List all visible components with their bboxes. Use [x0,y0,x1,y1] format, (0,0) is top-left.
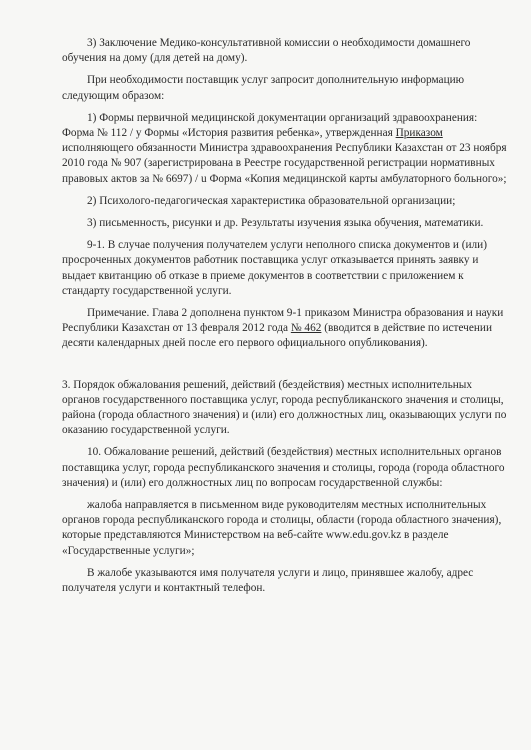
section-heading-appeal: 3. Порядок обжалования решений, действий (бездействия) местных исполнительных органов государственного поставщика услуг, города республиканского значения и столицы, района (города областного значения) и (или) его должностных лиц, оказывающих услуги по оказанию государственной услуги. [62,378,507,437]
paragraph-note [62,306,507,352]
paragraph-complaint: жалоба направляется в письменном виде руководителям местных исполнительных органов города республиканского города и столицы, области (города областного значения), которые представляются Министерством на веб-сайте www.edu.gov.kz в разделе «Государственные услуги»; [62,499,502,557]
order-link[interactable]: Приказом [395,127,443,140]
paragraph-medical-forms [62,111,507,187]
paragraph-10: 10. Обжалование решений, действий (бездействия) местных исполнительных органов поставщика услуг, города республиканского значения и столицы, города (города областного значения) и (или) его должностных лиц по вопросам государственной службы: [62,446,505,489]
paragraph-text: (вводится в действие по истечении десяти календарных дней после его первого официального опубликования). [62,322,493,350]
document-body [62,36,507,603]
paragraph-text: 1) Формы первичной медицинской документации организаций здравоохранения: Форма № 112 / у Формы «История развития ребенка», утвержденная [62,111,478,140]
paragraph-writing: 3) письменность, рисунки и др. Результаты изучения языка обучения, математики. [87,217,484,230]
paragraph-9-1: 9-1. В случае получения получателем услуги неполного списка документов и (или) просроченных документов работник поставщика услуг отказывается принять заявку и выдает квитанцию об отказе в приеме документов в соответствии с приложением к стандарту государственной услуги. [62,239,487,297]
paragraph-additional-info: При необходимости поставщик услуг запросит дополнительную информацию следующим образом: [62,74,465,102]
paragraph-text: исполняющего обязанности Министра здравоохранения Республики Казахстан от 23 ноября 2010 года № 907 (зарегистрирована в Реестре государственной регистрации нормативных правовых актов за № 6697) / u Форма «Копия медицинской карты амбулаторного больного»; [62,142,507,185]
section-spacer [62,359,507,378]
paragraph-text: Примечание. Глава 2 дополнена пунктом 9-1 приказом Министра образования и науки Республики Казахстан от 13 февраля 2012 года [62,307,504,335]
order-number-link[interactable]: № 462 [290,322,322,335]
paragraph-medical-commission: 3) Заключение Медико-консультативной комиссии о необходимости домашнего обучения на дому (для детей на дому). [62,37,471,65]
paragraph-complaint-content: В жалобе указываются имя получателя услуги и лицо, принявшее жалобу, адрес получателя услуги и контактный телефон. [62,566,474,595]
paragraph-psychology: 2) Психолого-педагогическая характеристика образовательной организации; [87,194,456,207]
